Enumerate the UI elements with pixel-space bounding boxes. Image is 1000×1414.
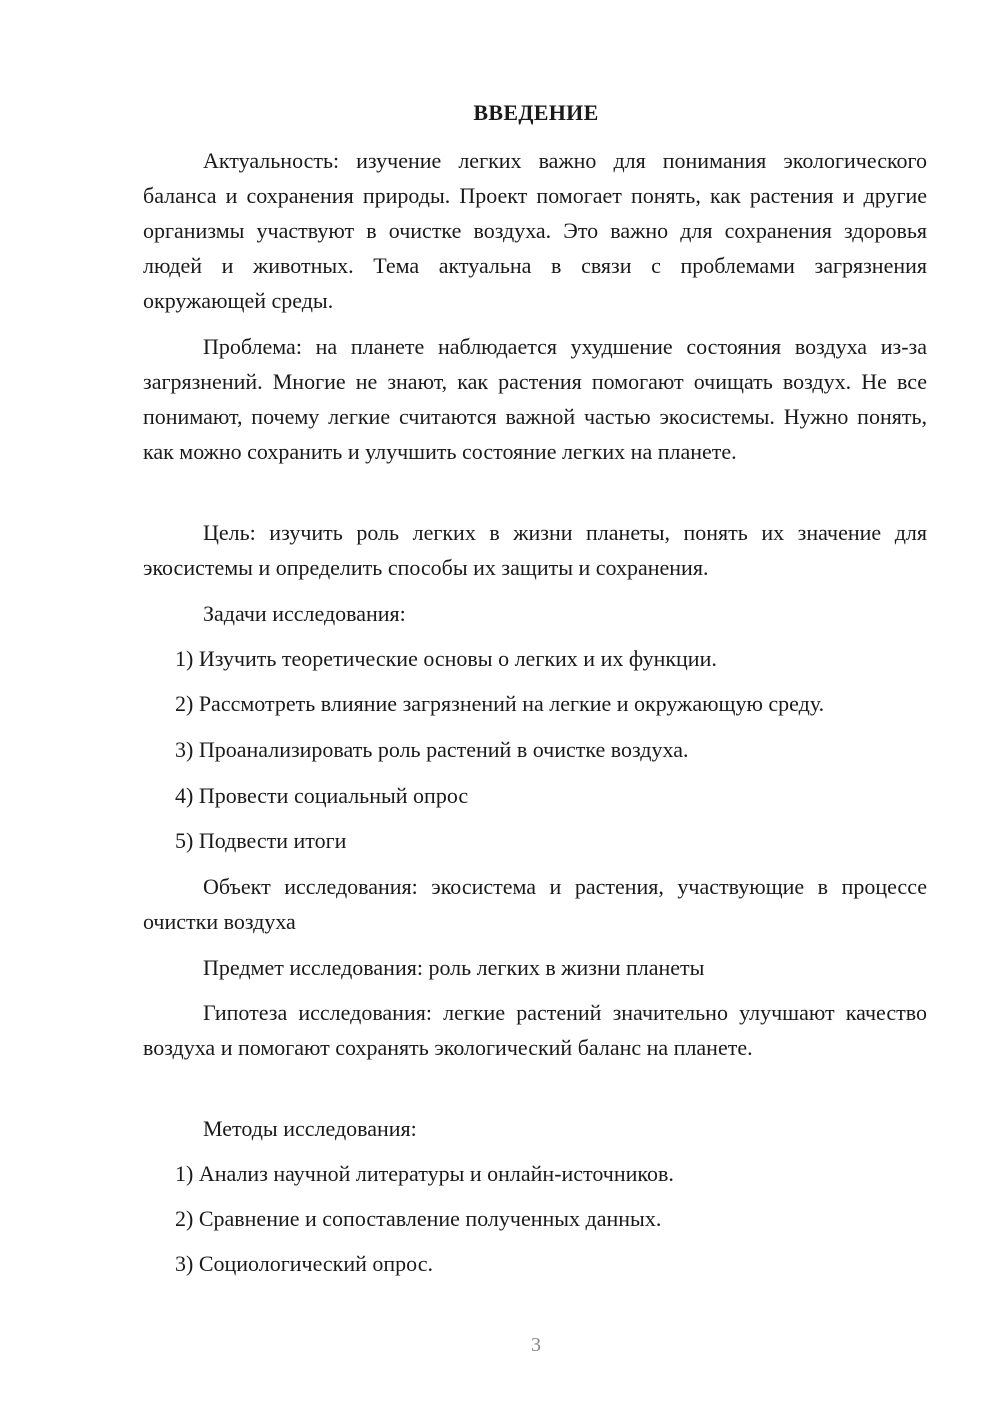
task-item: 3) Проанализировать роль растений в очистке воздуха. [175,737,689,762]
method-item: 1) Анализ научной литературы и онлайн-источников. [175,1161,674,1186]
task-item: 1) Изучить теоретические основы о легких и их функции. [175,646,717,671]
object-paragraph: Объект исследования: экосистема и растения, участвующие в процессе очистки воздуха [143,874,927,934]
task-item: 5) Подвести итоги [175,828,347,853]
method-item: 2) Сравнение и сопоставление полученных данных. [175,1206,662,1231]
goal-paragraph: Цель: изучить роль легких в жизни планеты, понять их значение для экосистемы и определить способы их защиты и сохранения. [143,520,927,580]
method-item: 3) Социологический опрос. [175,1251,433,1276]
subject-paragraph: Предмет исследования: роль легких в жизни планеты [203,955,705,980]
page-number: 3 [531,1334,541,1356]
page-title: ВВЕДЕНИЕ [473,100,599,125]
hypothesis-paragraph: Гипотеза исследования: легкие растений значительно улучшают качество воздуха и помогают сохранять экологический баланс на планете. [143,1000,927,1060]
task-item: 4) Провести социальный опрос [175,783,469,808]
task-item: 2) Рассмотреть влияние загрязнений на легкие и окружающую среду. [175,691,825,716]
relevance-paragraph: Актуальность: изучение легких важно для понимания экологического баланса и сохранения природы. Проект помогает понять, как растения и другие организмы участвуют в очистке воздуха. Это важно для сохранения здоровья людей и животных. Тема актуальна в связи с проблемами загрязнения окружающей среды. [143,148,927,313]
tasks-heading: Задачи исследования: [203,601,406,626]
problem-paragraph: Проблема: на планете наблюдается ухудшение состояния воздуха из-за загрязнений. Многие не знают, как растения помогают очищать воздух. Не все понимают, почему легкие считаются важной частью экосистемы. Нужно понять, как можно сохранить и улучшить состояние легких на планете. [143,334,927,464]
methods-heading: Методы исследования: [203,1116,417,1141]
